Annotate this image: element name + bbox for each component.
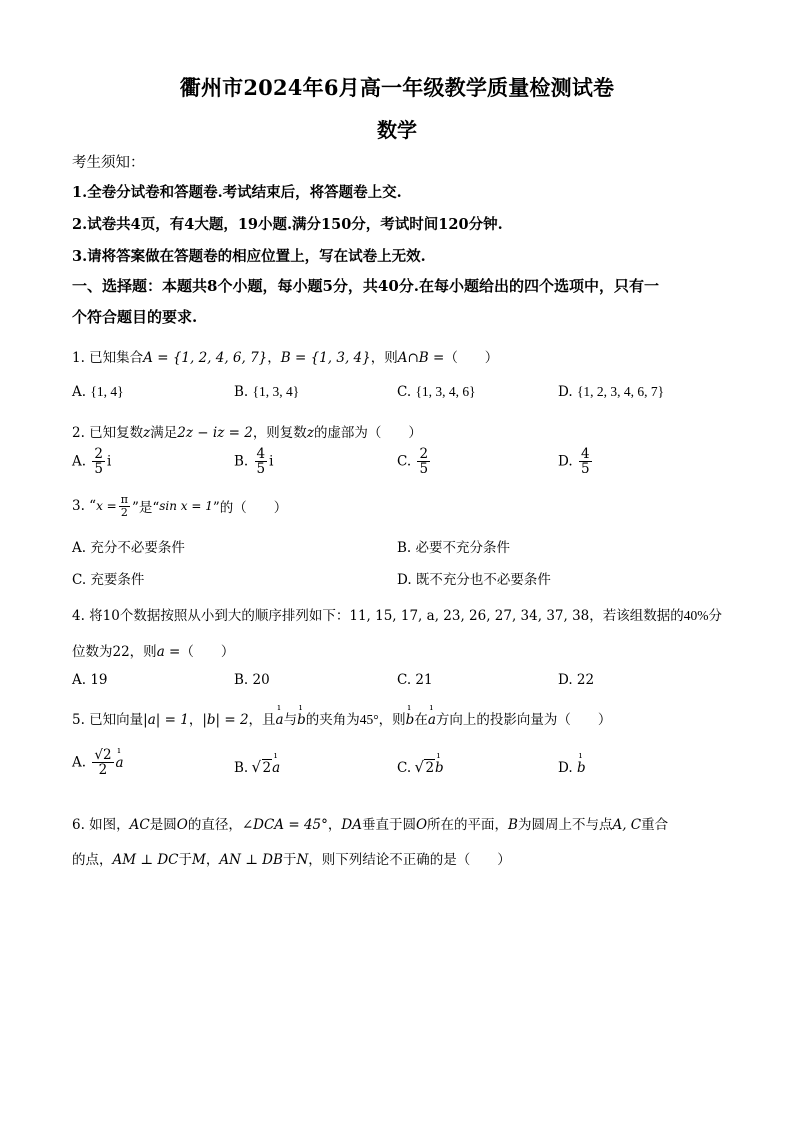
vector-b: ı b — [435, 760, 444, 776]
q4-option-b[interactable]: B. 20 — [234, 672, 270, 688]
q5-tail: 方向上的投影向量为（ ） — [435, 712, 612, 728]
q4-option-a[interactable]: A. 19 — [72, 672, 108, 688]
question-4-cont — [72, 640, 234, 660]
option-value: {1, 4} — [90, 384, 124, 399]
option-value: {1, 3, 4} — [252, 384, 300, 399]
numerator: 4 — [580, 446, 590, 462]
q1-option-c[interactable] — [397, 384, 476, 400]
q4-end: 分 — [708, 608, 723, 624]
q6-b: B — [508, 817, 518, 833]
q2-option-b[interactable] — [234, 447, 273, 476]
numerator: 2 — [419, 446, 429, 462]
numerator: √2 — [94, 747, 112, 763]
notice-item: 2.试卷共4页，有4大题，19小题.满分150分，考试时间120分钟. — [72, 216, 503, 233]
denominator: 5 — [580, 461, 590, 478]
option-label: C. — [397, 384, 412, 400]
vector-a: ı a — [272, 760, 280, 776]
option-label: A. — [72, 384, 87, 400]
q6-text: 垂直于圆 — [361, 817, 416, 833]
fraction — [417, 447, 430, 476]
q2-prefix: 2. 已知复数 — [72, 425, 144, 441]
vector-a: ı a — [428, 712, 436, 728]
question-6 — [72, 813, 668, 833]
q6-text: 于 — [282, 852, 297, 868]
vector-a: ı a — [116, 755, 124, 771]
imag-unit: i — [106, 453, 112, 470]
q4-line2: 位数为22，则 — [72, 644, 157, 660]
q2-equation: 2z − iz = 2 — [177, 425, 253, 441]
q6-angle: ∠DCA = 45° — [241, 817, 328, 833]
fraction — [255, 447, 268, 476]
vector-b: ı b — [577, 760, 586, 776]
question-2 — [72, 421, 422, 441]
q5-prefix: 5. 已知向量 — [72, 712, 144, 728]
q3-option-a[interactable]: A. 充分不必要条件 — [72, 540, 185, 556]
q2-z: z — [143, 425, 151, 441]
q2-option-c[interactable] — [397, 447, 432, 476]
q5-zai: 在 — [414, 712, 428, 728]
q1-set-a: A = {1, 2, 4, 6, 7} — [143, 350, 268, 366]
option-value: {1, 3, 4, 6} — [415, 384, 476, 399]
option-label: B. — [234, 760, 249, 776]
q2-tail: 的虚部为（ ） — [313, 425, 422, 441]
q6-n: N — [296, 852, 309, 868]
numerator: 2 — [94, 446, 103, 462]
denominator: 5 — [419, 461, 429, 478]
q1-option-d[interactable] — [558, 384, 664, 400]
q3-option-c[interactable]: C. 充要条件 — [72, 572, 145, 588]
q6-text: 的直径， — [187, 817, 242, 833]
subject-title: 数学 — [377, 118, 417, 142]
q6-text: ，则下列结论不正确的是（ ） — [308, 852, 511, 868]
q6-m: M — [192, 852, 206, 868]
q5-option-a[interactable] — [72, 748, 124, 777]
q6-am: AM ⊥ DC — [112, 852, 179, 868]
option-label: B. — [234, 384, 249, 400]
q5-abs-a: |a| = 1 — [143, 712, 189, 728]
q5-abs-b: |b| = 2 — [202, 712, 249, 728]
q6-text: 重合 — [641, 817, 669, 833]
vector-b: ı b — [406, 712, 415, 728]
q1-ask: ，则 — [370, 350, 398, 366]
q2-option-a[interactable] — [72, 447, 111, 476]
option-label: A. — [72, 754, 87, 771]
question-4 — [72, 604, 722, 624]
section-heading: 一、选择题：本题共8个小题，每小题5分，共40分.在每小题给出的四个选项中，只有一 — [72, 277, 659, 295]
numerator: 4 — [256, 446, 266, 462]
q6-ac: AC — [129, 817, 150, 833]
q1-paren: （ ） — [444, 350, 499, 366]
question-3 — [72, 494, 287, 518]
denominator: 5 — [94, 461, 103, 478]
q5-mid2: ，则 — [378, 712, 406, 728]
q3-option-b[interactable]: B. 必要不充分条件 — [397, 540, 511, 556]
q6-o: O — [176, 817, 188, 833]
question-1 — [72, 346, 498, 366]
q2-z: z — [306, 425, 314, 441]
q1-sep: ， — [267, 350, 281, 366]
notice-item: 1.全卷分试卷和答题卷.考试结束后，将答题卷上交. — [72, 184, 402, 201]
page-title: 衢州市2024年6月高一年级教学质量检测试卷 — [179, 75, 615, 100]
q6-text: 所在的平面， — [427, 817, 509, 833]
option-label: D. — [558, 760, 573, 776]
q3-x-eq: x = — [96, 499, 117, 514]
q4-option-d[interactable]: D. 22 — [558, 672, 595, 688]
notice-heading: 考生须知： — [72, 155, 145, 171]
q2-mid2: ，则复数 — [252, 425, 307, 441]
q6-text: 为圆周上不与点 — [517, 817, 613, 833]
q5-option-b[interactable] — [234, 760, 280, 776]
q4-tail: ，若该组数据的 — [589, 608, 684, 624]
q1-option-b[interactable] — [234, 384, 299, 400]
option-label: C. — [397, 453, 412, 470]
q4-option-c[interactable]: C. 21 — [397, 672, 433, 688]
sqrt-symbol — [253, 760, 273, 776]
q5-angle: 45° — [359, 712, 379, 727]
denominator: 2 — [120, 505, 128, 519]
q1-expr: A∩B = — [397, 350, 445, 366]
numerator: π — [120, 493, 128, 506]
q6-text: ， — [327, 817, 342, 833]
q6-text: 于 — [178, 852, 193, 868]
q4-data: 11, 15, 17, a, 23, 26, 27, 34, 37, 38 — [349, 608, 590, 624]
q4-prefix: 4. 将10个数据按照从小到大的顺序排列如下： — [72, 608, 350, 624]
option-label: D. — [558, 453, 573, 470]
q3-sinx: sin x = 1 — [159, 499, 213, 514]
q1-set-b: B = {1, 3, 4} — [280, 350, 371, 366]
q4-percent: 40% — [683, 608, 709, 623]
q2-option-d[interactable] — [558, 447, 594, 476]
section-heading-cont: 个符合题目的要求. — [72, 308, 198, 326]
q5-angle-text: 的夹角为 — [305, 712, 360, 728]
q6-text: 6. 如图， — [72, 817, 130, 833]
q1-option-a[interactable] — [72, 384, 124, 400]
q6-an: AN ⊥ DB — [219, 852, 283, 868]
option-value: {1, 2, 3, 4, 6, 7} — [576, 384, 665, 399]
notice-item: 3.请将答案做在答题卷的相应位置上，写在试卷上无效. — [72, 248, 426, 265]
q6-text: ， — [205, 852, 220, 868]
option-label: A. — [72, 453, 87, 470]
q3-mid: ”是“ — [131, 500, 160, 517]
q2-mid: 满足 — [150, 425, 178, 441]
q6-text: 是圆 — [149, 817, 177, 833]
sqrt-symbol — [415, 760, 435, 776]
q5-yu: 与 — [283, 712, 298, 728]
q4-paren: （ ） — [180, 644, 235, 660]
denominator: 2 — [98, 762, 108, 779]
q6-o: O — [415, 817, 428, 833]
radicand: 2 — [425, 760, 435, 776]
fraction — [92, 447, 105, 476]
q5-option-d[interactable] — [558, 760, 586, 776]
q3-prefix: 3. “ — [72, 498, 97, 515]
q4-a-eq: a = — [156, 644, 181, 660]
q5-mid: ，且 — [248, 712, 276, 728]
fraction-pi-over-2 — [119, 494, 130, 518]
fraction — [579, 447, 592, 476]
vector-b: ı b — [297, 712, 306, 728]
option-label: C. — [397, 760, 412, 776]
q5-option-c[interactable] — [397, 760, 444, 776]
q5-sep: ， — [188, 712, 203, 728]
fraction-sqrt2-over-2 — [92, 748, 113, 777]
q3-option-d[interactable]: D. 既不充分也不必要条件 — [397, 572, 551, 588]
imag-unit: i — [269, 453, 274, 470]
q6-text: 的点， — [72, 852, 113, 868]
option-label: B. — [234, 453, 249, 470]
q6-ac2: A, C — [612, 817, 642, 833]
option-label: D. — [558, 384, 573, 400]
vector-a: ı a — [276, 712, 284, 728]
question-6-cont — [72, 848, 511, 868]
q6-da: DA — [341, 817, 362, 833]
denominator: 5 — [256, 461, 266, 478]
q1-prefix: 1. 已知集合 — [72, 350, 144, 366]
q3-tail: ”的（ ） — [212, 500, 288, 517]
radicand: 2 — [262, 760, 272, 776]
question-5 — [72, 708, 611, 728]
